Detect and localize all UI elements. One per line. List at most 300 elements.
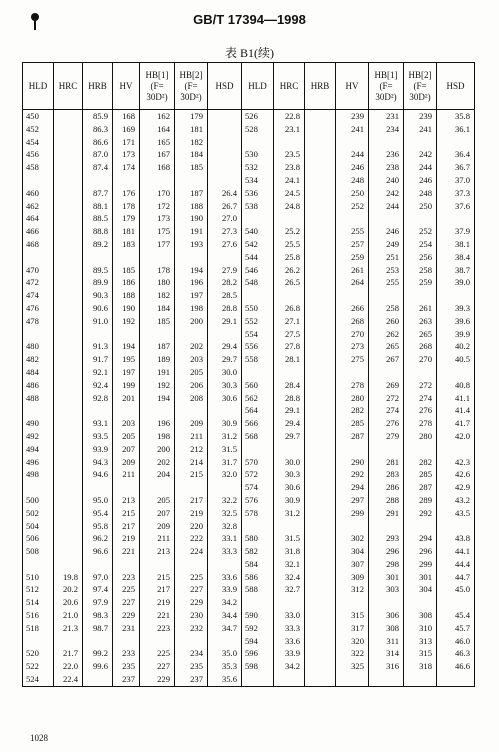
cell-right-hld: 588 <box>242 583 274 596</box>
cell-right-hrc <box>274 212 305 225</box>
cell-left-hld: 460 <box>23 187 54 200</box>
cell-right-hsd: 38.4 <box>437 251 475 264</box>
cell-left-hld: 484 <box>23 366 54 379</box>
cell-left-hrc <box>54 417 83 430</box>
hardness-conversion-table <box>22 62 475 687</box>
cell-right-hsd: 44.4 <box>437 558 475 571</box>
cell-right-hrb <box>305 136 336 149</box>
cell-right-hv <box>336 289 369 302</box>
cell-left-hsd: 26.7 <box>208 200 242 213</box>
cell-right-hb2: 292 <box>404 507 437 520</box>
cell-left-hsd: 35.3 <box>208 660 242 673</box>
cell-right-hrc <box>274 520 305 533</box>
cell-left-hb2 <box>175 328 208 341</box>
cell-right-hb1: 262 <box>369 328 404 341</box>
cell-right-hv: 266 <box>336 302 369 315</box>
header-hb-diameter: 30D²) <box>409 91 431 102</box>
cell-right-hsd: 40.5 <box>437 353 475 366</box>
cell-right-hrc: 28.1 <box>274 353 305 366</box>
cell-left-hld <box>23 251 54 264</box>
cell-right-hsd: 37.6 <box>437 200 475 213</box>
cell-left-hb2: 194 <box>175 264 208 277</box>
cell-left-hsd: 27.0 <box>208 212 242 225</box>
table-row <box>23 673 475 686</box>
cell-left-hrc: 20.2 <box>54 583 83 596</box>
cell-left-hsd: 32.8 <box>208 520 242 533</box>
cell-right-hb2: 310 <box>404 622 437 635</box>
cell-right-hb2 <box>404 289 437 302</box>
cell-right-hrc: 33.3 <box>274 622 305 635</box>
cell-right-hv: 241 <box>336 123 369 136</box>
table-row <box>23 622 475 635</box>
cell-left-hsd: 31.7 <box>208 456 242 469</box>
cell-left-hld: 462 <box>23 200 54 213</box>
cell-left-hsd: 28.8 <box>208 302 242 315</box>
cell-left-hrb <box>83 251 113 264</box>
table-row <box>23 123 475 136</box>
cell-left-hv: 217 <box>113 520 140 533</box>
cell-right-hb1: 231 <box>369 110 404 123</box>
cell-left-hb2: 214 <box>175 456 208 469</box>
cell-left-hrb: 85.9 <box>83 110 113 123</box>
cell-right-hsd: 41.1 <box>437 392 475 405</box>
cell-left-hv: 219 <box>113 532 140 545</box>
cell-left-hv <box>113 404 140 417</box>
cell-left-hld: 494 <box>23 443 54 456</box>
cell-left-hrc: 20.6 <box>54 596 83 609</box>
cell-right-hrc: 29.4 <box>274 417 305 430</box>
table-row <box>23 212 475 225</box>
cell-right-hsd <box>437 136 475 149</box>
cell-left-hrc <box>54 532 83 545</box>
cell-right-hrb <box>305 315 336 328</box>
cell-left-hrb <box>83 558 113 571</box>
cell-left-hb2: 203 <box>175 353 208 366</box>
cell-right-hld: 552 <box>242 315 274 328</box>
cell-right-hv: 282 <box>336 404 369 417</box>
header-hb-diameter: 30D²) <box>146 91 168 102</box>
cell-right-hrb <box>305 430 336 443</box>
cell-right-hrb <box>305 635 336 648</box>
cell-left-hv: 211 <box>113 468 140 481</box>
cell-right-hld: 530 <box>242 148 274 161</box>
cell-right-hb2: 254 <box>404 238 437 251</box>
table-row <box>23 238 475 251</box>
cell-right-hb2: 296 <box>404 545 437 558</box>
cell-left-hb2: 219 <box>175 507 208 520</box>
table-container <box>22 62 474 687</box>
cell-right-hrc: 23.8 <box>274 161 305 174</box>
cell-left-hrc <box>54 251 83 264</box>
cell-left-hld: 518 <box>23 622 54 635</box>
cell-left-hrc <box>54 276 83 289</box>
cell-right-hld: 528 <box>242 123 274 136</box>
cell-right-hrc <box>274 289 305 302</box>
cell-left-hsd: 33.1 <box>208 532 242 545</box>
cell-right-hld <box>242 596 274 609</box>
table-row <box>23 596 475 609</box>
cell-left-hb1: 202 <box>140 456 175 469</box>
cell-left-hb1: 177 <box>140 238 175 251</box>
cell-left-hsd: 34.4 <box>208 609 242 622</box>
cell-left-hld <box>23 174 54 187</box>
cell-right-hrb <box>305 417 336 430</box>
cell-right-hsd: 39.3 <box>437 302 475 315</box>
cell-right-hb1: 316 <box>369 660 404 673</box>
cell-left-hsd: 28.2 <box>208 276 242 289</box>
table-row <box>23 161 475 174</box>
cell-left-hb1: 189 <box>140 353 175 366</box>
cell-left-hrc <box>54 635 83 648</box>
cell-right-hv: 259 <box>336 251 369 264</box>
cell-left-hb1 <box>140 328 175 341</box>
cell-right-hsd: 42.9 <box>437 481 475 494</box>
cell-left-hv: 223 <box>113 571 140 584</box>
cell-right-hrb <box>305 225 336 238</box>
cell-left-hb1: 217 <box>140 583 175 596</box>
cell-right-hrb <box>305 161 336 174</box>
cell-right-hrb <box>305 340 336 353</box>
cell-right-hld: 526 <box>242 110 274 123</box>
cell-left-hld: 476 <box>23 302 54 315</box>
cell-right-hrc: 28.4 <box>274 379 305 392</box>
cell-right-hld: 566 <box>242 417 274 430</box>
table-row <box>23 609 475 622</box>
cell-left-hv: 192 <box>113 315 140 328</box>
cell-left-hv: 215 <box>113 507 140 520</box>
cell-left-hb1: 225 <box>140 647 175 660</box>
cell-right-hrc: 26.5 <box>274 276 305 289</box>
cell-right-hv: 250 <box>336 187 369 200</box>
cell-left-hrc <box>54 353 83 366</box>
cell-left-hrb: 91.7 <box>83 353 113 366</box>
cell-right-hrb <box>305 456 336 469</box>
cell-left-hrc <box>54 366 83 379</box>
cell-left-hsd: 34.7 <box>208 622 242 635</box>
cell-right-hv: 317 <box>336 622 369 635</box>
table-header <box>23 63 475 110</box>
cell-left-hb1: 207 <box>140 507 175 520</box>
cell-left-hld: 516 <box>23 609 54 622</box>
cell-left-hb1 <box>140 404 175 417</box>
cell-left-hrc <box>54 507 83 520</box>
cell-right-hb1: 242 <box>369 187 404 200</box>
cell-right-hrb <box>305 520 336 533</box>
cell-left-hsd <box>208 123 242 136</box>
cell-right-hrb <box>305 200 336 213</box>
cell-left-hb1: 164 <box>140 123 175 136</box>
cell-right-hrb <box>305 609 336 622</box>
cell-left-hrb <box>83 174 113 187</box>
cell-left-hrb: 97.4 <box>83 583 113 596</box>
cell-right-hb1: 251 <box>369 251 404 264</box>
cell-left-hb2: 215 <box>175 468 208 481</box>
cell-left-hb1 <box>140 251 175 264</box>
cell-left-hb2 <box>175 251 208 264</box>
table-row <box>23 494 475 507</box>
cell-left-hb1: 211 <box>140 532 175 545</box>
cell-right-hsd: 45.4 <box>437 609 475 622</box>
cell-right-hrb <box>305 481 336 494</box>
cell-right-hrb <box>305 532 336 545</box>
cell-right-hv: 252 <box>336 200 369 213</box>
cell-right-hsd <box>437 673 475 686</box>
cell-left-hv: 213 <box>113 494 140 507</box>
cell-left-hb1: 178 <box>140 264 175 277</box>
cell-right-hb1: 253 <box>369 264 404 277</box>
cell-right-hrc: 33.9 <box>274 647 305 660</box>
cell-right-hv: 304 <box>336 545 369 558</box>
cell-left-hsd: 33.9 <box>208 583 242 596</box>
cell-left-hsd: 32.0 <box>208 468 242 481</box>
cell-right-hrb <box>305 302 336 315</box>
cell-left-hsd <box>208 148 242 161</box>
cell-left-hb1: 182 <box>140 289 175 302</box>
cell-right-hv: 297 <box>336 494 369 507</box>
cell-right-hsd: 37.9 <box>437 225 475 238</box>
cell-right-hb2: 318 <box>404 660 437 673</box>
cell-left-hsd: 35.6 <box>208 673 242 686</box>
cell-right-hrc: 33.6 <box>274 635 305 648</box>
cell-left-hb1: 198 <box>140 430 175 443</box>
cell-left-hb2: 212 <box>175 443 208 456</box>
table-row <box>23 417 475 430</box>
cell-left-hsd: 27.3 <box>208 225 242 238</box>
cell-right-hrc: 23.5 <box>274 148 305 161</box>
cell-right-hld: 558 <box>242 353 274 366</box>
cell-left-hld: 456 <box>23 148 54 161</box>
cell-left-hrb: 97.0 <box>83 571 113 584</box>
cell-right-hb2: 294 <box>404 532 437 545</box>
header-right-hv: HV <box>336 63 369 110</box>
cell-right-hsd: 43.2 <box>437 494 475 507</box>
cell-right-hv: 268 <box>336 315 369 328</box>
cell-right-hld: 538 <box>242 200 274 213</box>
cell-left-hv: 207 <box>113 443 140 456</box>
cell-left-hsd: 27.6 <box>208 238 242 251</box>
cell-right-hv <box>336 596 369 609</box>
table-title: 表 B1(续) <box>225 46 274 60</box>
cell-left-hb2: 224 <box>175 545 208 558</box>
cell-left-hb1: 219 <box>140 596 175 609</box>
cell-right-hld: 578 <box>242 507 274 520</box>
header-right-hld: HLD <box>242 63 274 110</box>
cell-right-hb2: 280 <box>404 430 437 443</box>
cell-left-hrc <box>54 456 83 469</box>
cell-left-hsd: 30.9 <box>208 417 242 430</box>
cell-right-hv: 275 <box>336 353 369 366</box>
header-right-hb1 <box>369 63 404 110</box>
cell-left-hv: 168 <box>113 110 140 123</box>
cell-left-hb2: 187 <box>175 187 208 200</box>
cell-right-hsd <box>437 212 475 225</box>
cell-right-hb2: 239 <box>404 110 437 123</box>
cell-right-hb1 <box>369 289 404 302</box>
cell-left-hb2: 217 <box>175 494 208 507</box>
cell-left-hv: 205 <box>113 430 140 443</box>
cell-left-hb1: 162 <box>140 110 175 123</box>
cell-left-hv: 179 <box>113 212 140 225</box>
cell-left-hsd <box>208 404 242 417</box>
cell-right-hb2 <box>404 673 437 686</box>
cell-left-hb1 <box>140 481 175 494</box>
cell-left-hrb: 99.6 <box>83 660 113 673</box>
cell-left-hb1: 180 <box>140 276 175 289</box>
cell-right-hb1 <box>369 443 404 456</box>
cell-right-hb1: 283 <box>369 468 404 481</box>
cell-left-hld: 472 <box>23 276 54 289</box>
cell-right-hrc: 30.6 <box>274 481 305 494</box>
cell-left-hsd: 31.5 <box>208 443 242 456</box>
cell-right-hv: 287 <box>336 430 369 443</box>
cell-left-hrc <box>54 161 83 174</box>
cell-right-hrb <box>305 660 336 673</box>
cell-left-hld <box>23 404 54 417</box>
cell-left-hld: 450 <box>23 110 54 123</box>
cell-right-hrc: 22.8 <box>274 110 305 123</box>
cell-right-hrb <box>305 622 336 635</box>
cell-left-hrb: 88.5 <box>83 212 113 225</box>
cell-left-hrb: 93.9 <box>83 443 113 456</box>
cell-left-hld: 496 <box>23 456 54 469</box>
cell-left-hrb: 89.9 <box>83 276 113 289</box>
cell-right-hb2: 263 <box>404 315 437 328</box>
cell-left-hsd <box>208 328 242 341</box>
cell-left-hv: 233 <box>113 647 140 660</box>
cell-right-hv <box>336 212 369 225</box>
cell-right-hrc: 28.8 <box>274 392 305 405</box>
cell-left-hrc <box>54 187 83 200</box>
cell-left-hld: 520 <box>23 647 54 660</box>
cell-left-hb2: 179 <box>175 110 208 123</box>
cell-left-hsd: 32.2 <box>208 494 242 507</box>
table-row <box>23 430 475 443</box>
cell-left-hb2: 191 <box>175 225 208 238</box>
cell-right-hb1: 267 <box>369 353 404 366</box>
cell-left-hb1: 170 <box>140 187 175 200</box>
cell-right-hsd: 40.2 <box>437 340 475 353</box>
cell-right-hb1: 303 <box>369 583 404 596</box>
cell-right-hv: 294 <box>336 481 369 494</box>
cell-right-hld: 548 <box>242 276 274 289</box>
cell-left-hb2: 220 <box>175 520 208 533</box>
table-row <box>23 366 475 379</box>
cell-left-hrc <box>54 520 83 533</box>
cell-left-hld: 464 <box>23 212 54 225</box>
cell-right-hv: 257 <box>336 238 369 251</box>
cell-right-hrc: 24.1 <box>274 174 305 187</box>
cell-right-hsd: 39.6 <box>437 315 475 328</box>
cell-left-hrc <box>54 481 83 494</box>
table-row <box>23 340 475 353</box>
cell-left-hrc <box>54 302 83 315</box>
cell-left-hrb: 94.6 <box>83 468 113 481</box>
header-left-hv: HV <box>113 63 140 110</box>
cell-right-hv: 273 <box>336 340 369 353</box>
cell-left-hld <box>23 481 54 494</box>
cell-left-hb1: 168 <box>140 161 175 174</box>
cell-left-hb2 <box>175 174 208 187</box>
table-row <box>23 315 475 328</box>
cell-right-hsd: 45.7 <box>437 622 475 635</box>
cell-left-hld: 474 <box>23 289 54 302</box>
table-row <box>23 443 475 456</box>
cell-right-hrb <box>305 545 336 558</box>
cell-right-hb1 <box>369 520 404 533</box>
cell-right-hld: 540 <box>242 225 274 238</box>
cell-right-hv: 239 <box>336 110 369 123</box>
cell-left-hsd: 27.9 <box>208 264 242 277</box>
cell-left-hb2: 227 <box>175 583 208 596</box>
cell-left-hb1: 213 <box>140 545 175 558</box>
table-row <box>23 289 475 302</box>
table-row <box>23 110 475 123</box>
cell-left-hv: 194 <box>113 340 140 353</box>
cell-left-hld: 470 <box>23 264 54 277</box>
cell-right-hb2 <box>404 520 437 533</box>
cell-right-hrc: 24.5 <box>274 187 305 200</box>
cell-left-hrb: 92.1 <box>83 366 113 379</box>
cell-left-hrc <box>54 148 83 161</box>
cell-left-hv: 181 <box>113 225 140 238</box>
cell-left-hld: 486 <box>23 379 54 392</box>
cell-right-hld: 564 <box>242 404 274 417</box>
cell-right-hrb <box>305 379 336 392</box>
cell-left-hrb: 98.3 <box>83 609 113 622</box>
cell-left-hb1: 167 <box>140 148 175 161</box>
cell-left-hrb: 87.4 <box>83 161 113 174</box>
cell-right-hsd: 36.7 <box>437 161 475 174</box>
cell-left-hld: 522 <box>23 660 54 673</box>
cell-left-hld <box>23 635 54 648</box>
table-row <box>23 647 475 660</box>
cell-right-hld <box>242 520 274 533</box>
table-row <box>23 328 475 341</box>
cell-right-hb1: 249 <box>369 238 404 251</box>
cell-right-hsd: 37.3 <box>437 187 475 200</box>
cell-right-hrc: 31.5 <box>274 532 305 545</box>
cell-left-hb1: 192 <box>140 379 175 392</box>
cell-left-hld: 510 <box>23 571 54 584</box>
cell-right-hb1: 276 <box>369 417 404 430</box>
cell-right-hld: 536 <box>242 187 274 200</box>
header-hb-force: (F= <box>150 80 164 91</box>
cell-right-hld: 580 <box>242 532 274 545</box>
header-hb-diameter: 30D²) <box>180 91 202 102</box>
cell-left-hsd: 33.6 <box>208 571 242 584</box>
cell-left-hrb <box>83 481 113 494</box>
cell-left-hb2: 181 <box>175 123 208 136</box>
cell-right-hrb <box>305 353 336 366</box>
table-row <box>23 276 475 289</box>
cell-left-hb2 <box>175 481 208 494</box>
cell-right-hld: 576 <box>242 494 274 507</box>
cell-left-hsd: 31.2 <box>208 430 242 443</box>
cell-left-hsd: 30.6 <box>208 392 242 405</box>
cell-left-hv: 237 <box>113 673 140 686</box>
cell-left-hrc <box>54 340 83 353</box>
cell-right-hld: 556 <box>242 340 274 353</box>
cell-left-hv: 197 <box>113 366 140 379</box>
cell-left-hrb: 91.0 <box>83 315 113 328</box>
cell-right-hb2 <box>404 212 437 225</box>
cell-right-hv <box>336 520 369 533</box>
cell-left-hrc <box>54 225 83 238</box>
cell-right-hsd: 44.1 <box>437 545 475 558</box>
cell-left-hv <box>113 635 140 648</box>
cell-left-hld: 504 <box>23 520 54 533</box>
cell-right-hld: 582 <box>242 545 274 558</box>
